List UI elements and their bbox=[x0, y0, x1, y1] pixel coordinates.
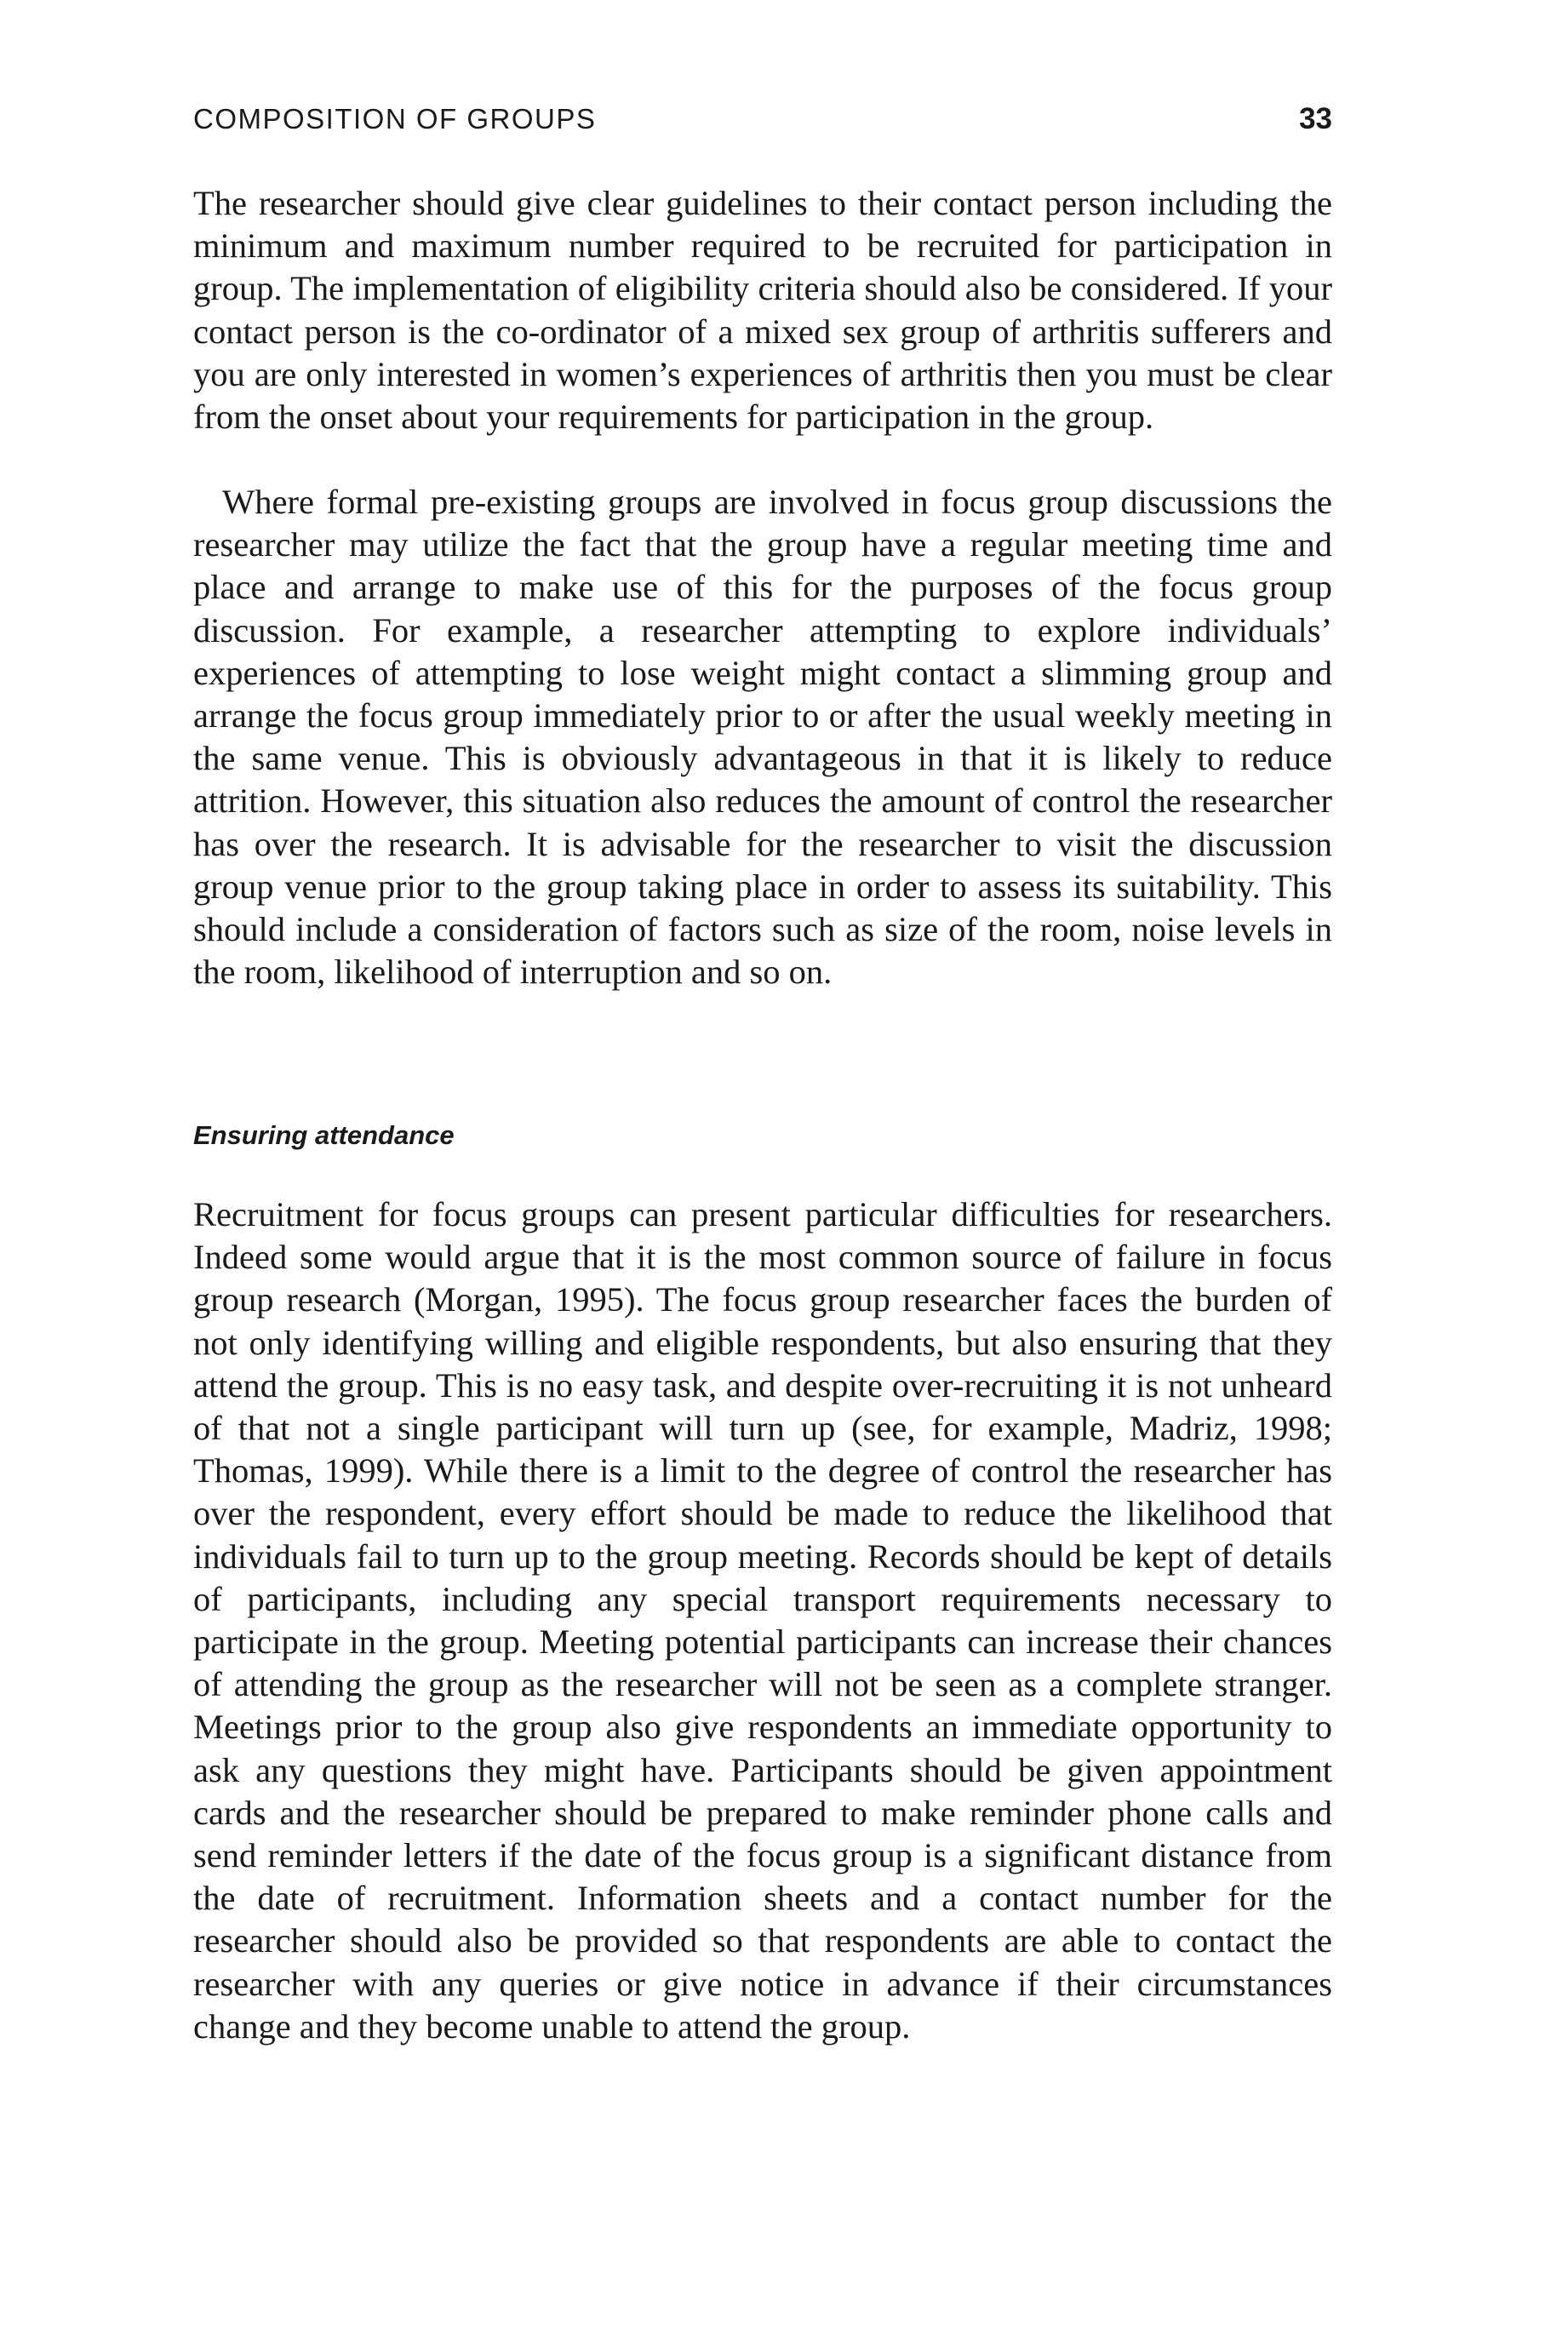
running-head bbox=[193, 94, 1332, 145]
section-heading: Ensuring attendance bbox=[193, 1120, 455, 1150]
body-paragraph-3: Recruitment for focus groups can present particular difficulties for researchers. Indeed some would argue that it is the most common source of failure in focus group research (Morgan, 1995). The focus group researcher faces the burden of not only identifying willing and eligible respondents, but also ensuring that they attend the group. This is no easy task, and despite over-recruiting it is not unheard of that not a single participant will turn up (see, for example, Madriz, 1998; Thomas, 1999). While there is a limit to the degree of control the researcher has over the respondent, every effort should be made to reduce the likelihood that individuals fail to turn up to the group meeting. Records should be kept of details of participants, including any special transport requirements necessary to participate in the group. Meeting potential participants can increase their chances of attending the group as the researcher will not be seen as a complete stranger. Meetings prior to the group also give respondents an immediate opportunity to ask any questions they might have. Participants should be given appointment cards and the researcher should be prepared to make reminder phone calls and send reminder letters if the date of the focus group is a significant distance from the date of recruitment. Information sheets and a contact number for the researcher should also be provided so that respondents are able to contact the researcher with any queries or give notice in advance if their circumstances change and they become unable to attend the group. bbox=[193, 1195, 1332, 2046]
running-title: COMPOSITION OF GROUPS bbox=[193, 103, 597, 134]
body-paragraph-2: Where formal pre-existing groups are involved in focus group discussions the researcher may utilize the fact that the group have a regular meeting time and place and arrange to make use of this for the purposes of the focus group discussion. For example, a researcher attempting to explore individuals’ experiences of attempting to lose weight might contact a slimming group and arrange the focus group immediately prior to or after the usual weekly meeting in the same venue. This is obviously advantageous in that it is likely to reduce attrition. However, this situation also reduces the amount of control the researcher has over the research. It is advisable for the researcher to visit the discussion group venue prior to the group taking place in order to assess its suitability. This should include a consideration of factors such as size of the room, noise levels in the room, likelihood of interruption and so on. bbox=[193, 483, 1332, 992]
body-paragraph-1: The researcher should give clear guidelines to their contact person including the minimum and maximum number required to be recruited for participation in group. The implementation of eligibility criteria should also be considered. If your contact person is the co-ordinator of a mixed sex group of arthritis sufferers and you are only interested in women’s experiences of arthritis then you must be clear from the onset about your requirements for participation in the group. bbox=[193, 184, 1332, 437]
page-number: 33 bbox=[1299, 102, 1332, 135]
